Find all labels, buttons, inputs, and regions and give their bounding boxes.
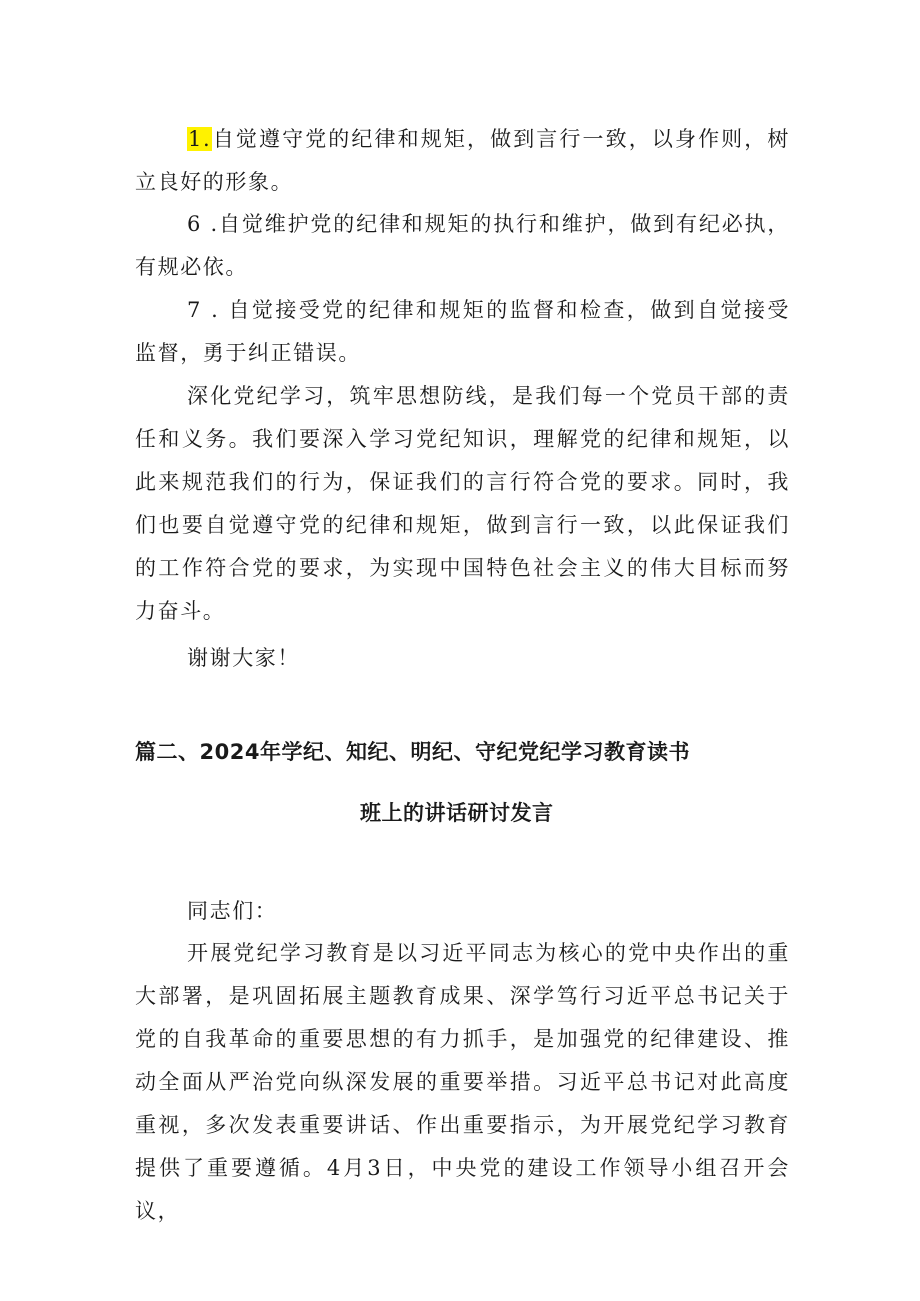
list-item-text: .自觉维护党的纪律和规矩的执行和维护，做到有纪必执，有规必依。 [135, 212, 790, 279]
list-item-number: 7 [187, 298, 202, 322]
body-paragraph: 开展党纪学习教育是以习近平同志为核心的党中央作出的重大部署，是巩固拓展主题教育成果、深学笃行习近平总书记关于党的自我革命的重要思想的有力抓手，是加强党的纪律建设、推动全面从严治党向纵深发展的重要举措。习近平总书记对此高度重视，多次发表重要讲话、作出重要指示，为开展党纪学习教育提供了重要遵循。4月3日，中央党的建设工作领导小组召开会议， [135, 941, 790, 1223]
section-title-line2: 班上的讲话研讨发言 [360, 801, 554, 825]
list-item-6 [135, 203, 790, 289]
closing-line: 谢谢大家！ [187, 646, 300, 670]
summary-paragraph: 深化党纪学习，筑牢思想防线，是我们每一个党员干部的责任和义务。我们要深入学习党纪知识，理解党的纪律和规矩，以此来规范我们的行为，保证我们的言行符合党的要求。同时，我们也要自觉遵守党的纪律和规矩，做到言行一致，以此保证我们的工作符合党的要求，为实现中国特色社会主义的伟大目标而努力奋斗。 [135, 384, 790, 623]
list-item-number: 6 [187, 212, 202, 236]
list-item-1 [135, 118, 790, 204]
list-item-text: 自觉遵守党的纪律和规矩，做到言行一致，以身作则，树立良好的形象。 [135, 127, 790, 194]
highlighted-number: 1. [188, 127, 212, 151]
list-item-7 [135, 289, 790, 375]
section-title-line1: 篇二、2024年学纪、知纪、明纪、守纪党纪学习教育读书 [135, 740, 690, 764]
salutation: 同志们： [187, 899, 278, 923]
list-item-text: . 自觉接受党的纪律和规矩的监督和检查，做到自觉接受监督，勇于纠正错误。 [135, 298, 790, 365]
